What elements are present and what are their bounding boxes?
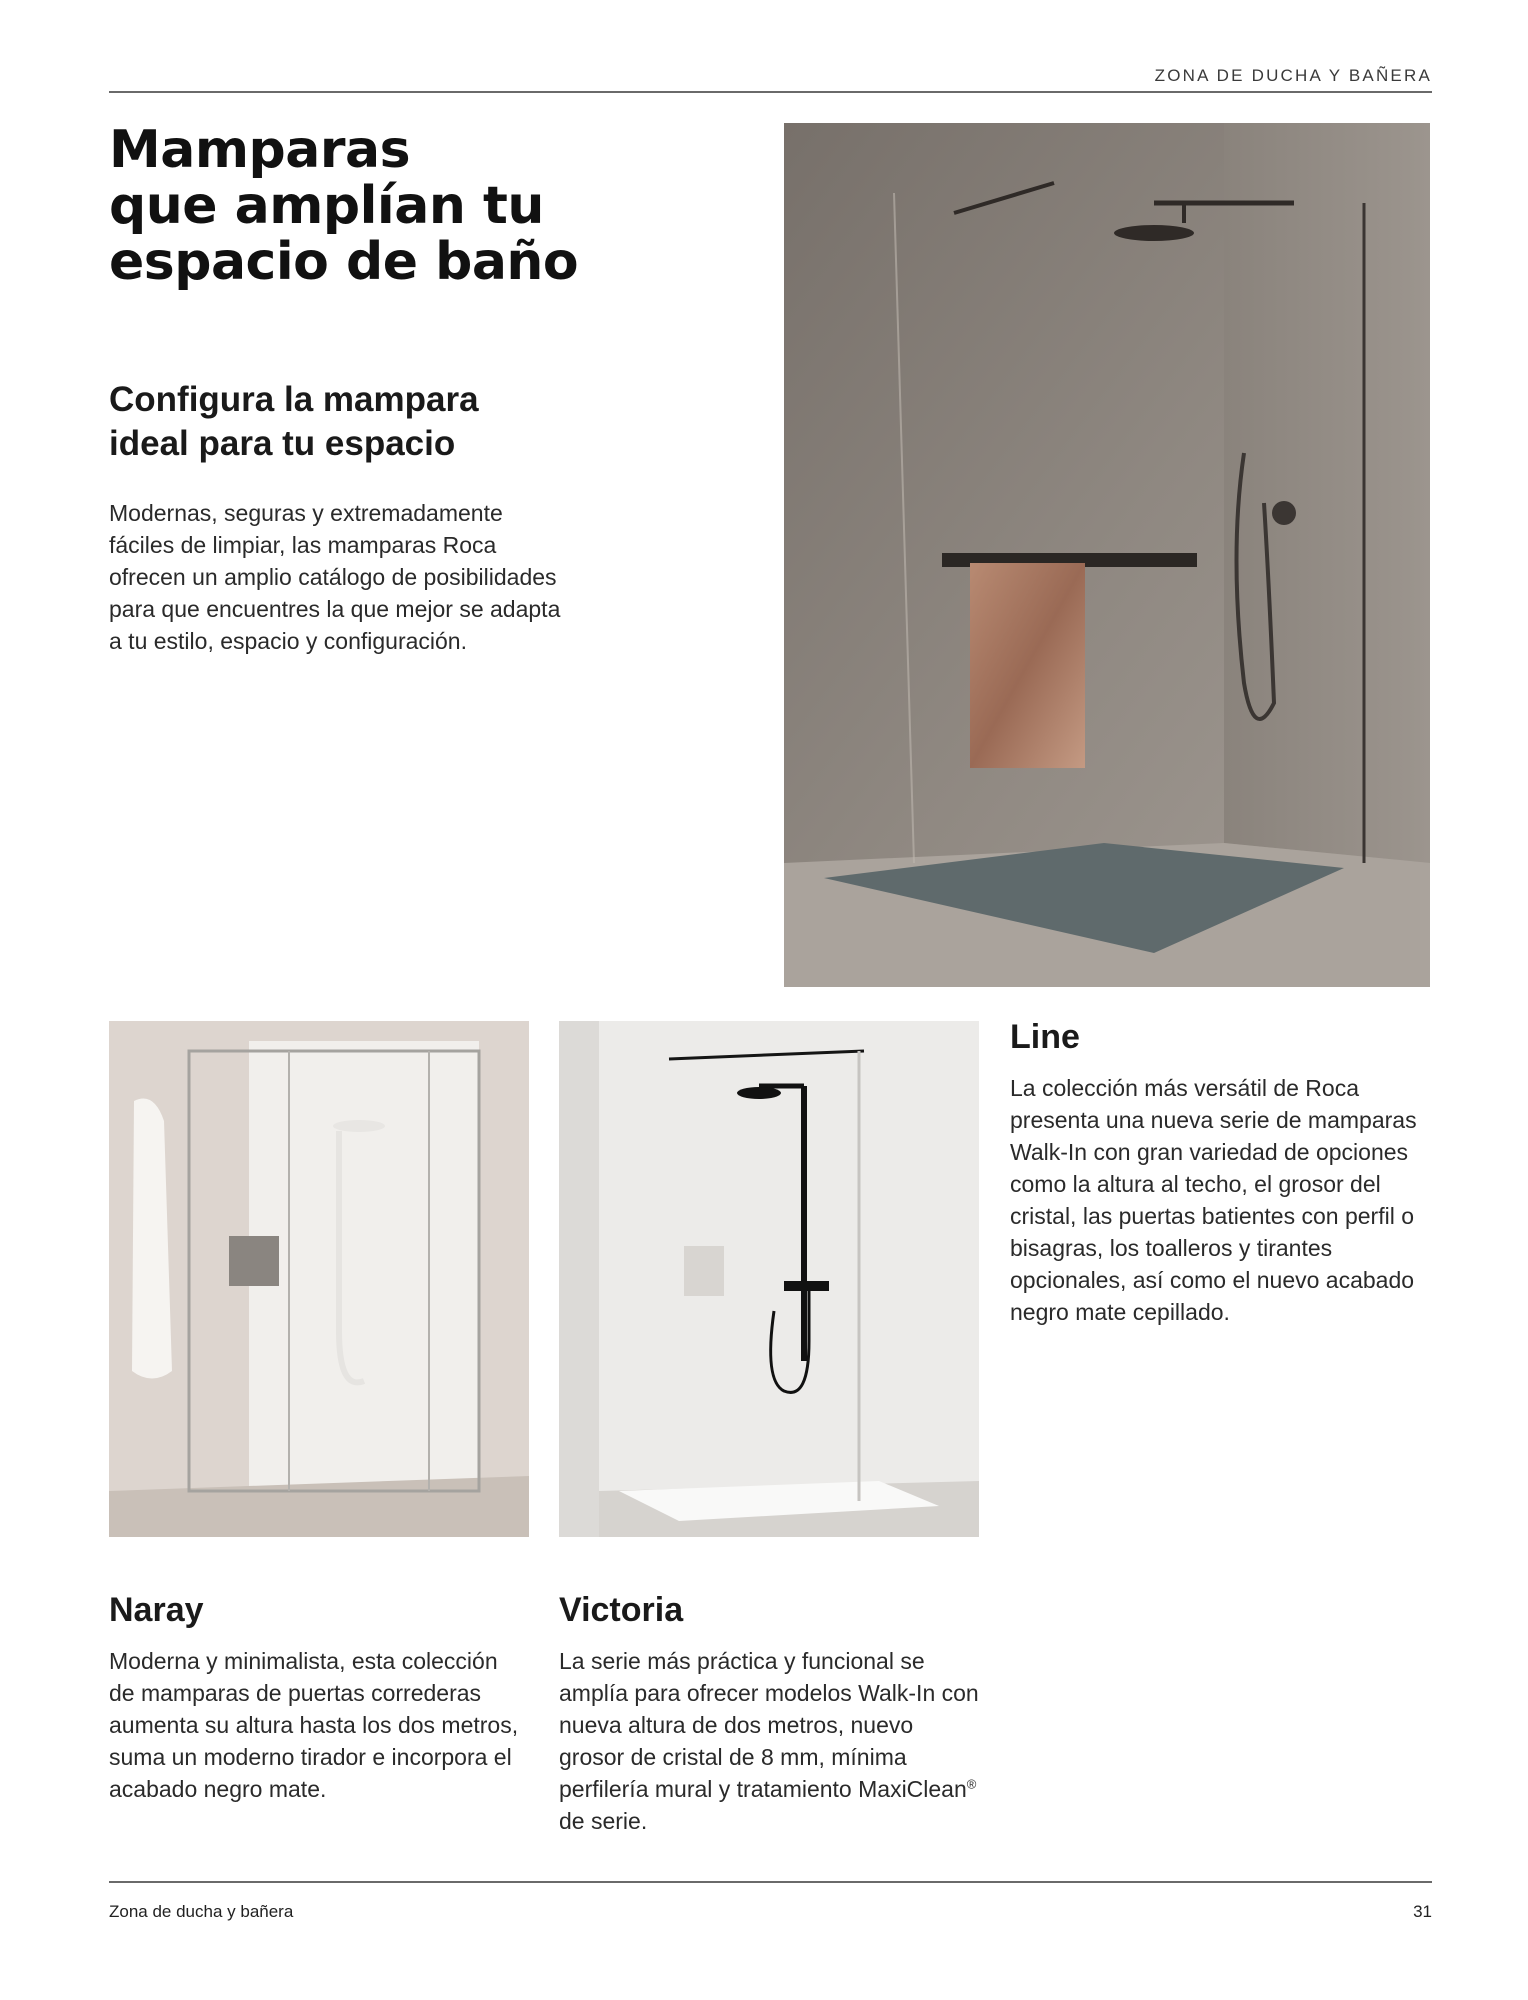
section-label: ZONA DE DUCHA Y BAÑERA	[1154, 66, 1432, 85]
victoria-shower-photo	[559, 1021, 979, 1537]
trademark-symbol: ®	[966, 1776, 977, 1792]
top-divider	[109, 91, 1432, 93]
page-number: 31	[1413, 1902, 1432, 1921]
line-title: Line	[1010, 1018, 1080, 1056]
footer-label: Zona de ducha y bañera	[109, 1902, 294, 1921]
intro-paragraph: Modernas, seguras y extremadamente fáciles de limpiar, las mamparas Roca ofrecen un amplio catálogo de posibilidades para que encuentres la que mejor se adapta a tu estilo, espacio y configuración.	[109, 500, 561, 654]
victoria-title: Victoria	[559, 1591, 684, 1629]
naray-title: Naray	[109, 1591, 204, 1629]
line-shower-photo	[784, 123, 1430, 987]
victoria-description	[559, 1645, 979, 1837]
victoria-description-end: de serie.	[559, 1808, 648, 1834]
line-description: La colección más versátil de Roca presenta una nueva serie de mamparas Walk-In con gran variedad de opciones como la altura al techo, el grosor del cristal, las puertas batientes con perfil o bisagras, los toalleros y tirantes opcionales, así como el nuevo acabado negro mate cepillado.	[1010, 1075, 1417, 1325]
page-subtitle: Configura la mampara ideal para tu espacio	[109, 380, 479, 463]
bottom-divider	[109, 1881, 1432, 1883]
naray-description: Moderna y minimalista, esta colección de mamparas de puertas correderas aumenta su altura hasta los dos metros, suma un moderno tirador e incorpora el acabado negro mate.	[109, 1648, 519, 1802]
naray-shower-photo	[109, 1021, 529, 1537]
victoria-description-main: La serie más práctica y funcional se amplía para ofrecer modelos Walk-In con nueva altura de dos metros, nuevo grosor de cristal de 8 mm, mínima perfilería mural y tratamiento MaxiClean	[559, 1648, 979, 1802]
page-title: Mamparas que amplían tu espacio de baño	[109, 120, 579, 292]
